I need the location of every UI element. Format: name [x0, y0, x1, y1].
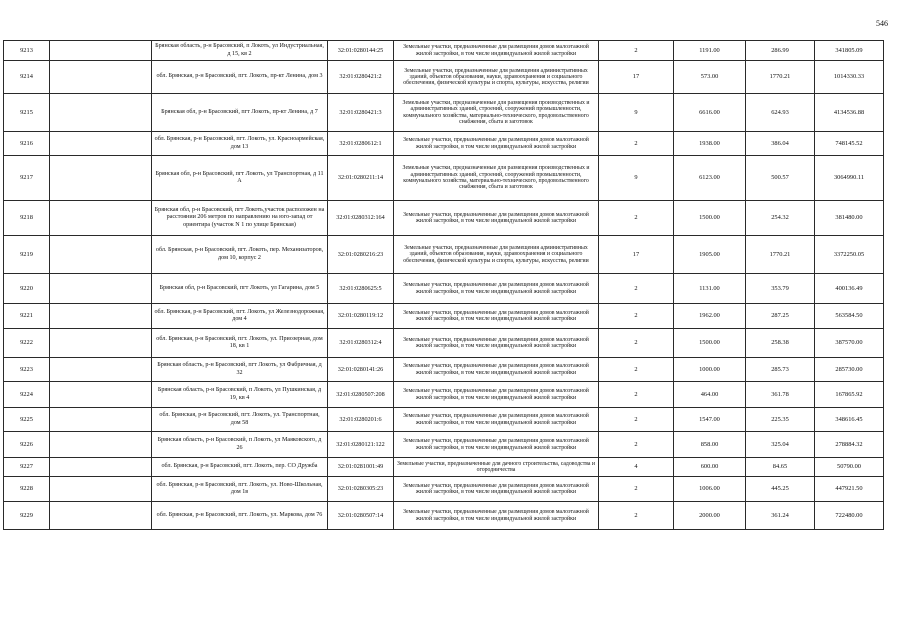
- cadastral-value-table: [3, 40, 884, 530]
- blank-cell: [50, 201, 152, 236]
- blank-cell: [50, 477, 152, 502]
- area-cell: 1006.00: [674, 477, 746, 502]
- address-cell: обл. Брянская, р-н Брасовский, пгт. Локоть, пер. Механизаторов, дом 10, корпус 2: [152, 236, 328, 274]
- unit-value-cell: 254.32: [746, 201, 815, 236]
- table-row: [4, 477, 884, 502]
- use-code-cell: 2: [599, 432, 674, 458]
- use-code-cell: 2: [599, 132, 674, 156]
- cadastral-value-cell: 381480.00: [815, 201, 884, 236]
- row-number: 9226: [4, 432, 50, 458]
- blank-cell: [50, 432, 152, 458]
- unit-value-cell: 386.04: [746, 132, 815, 156]
- cadastral-value-cell: 348616.45: [815, 408, 884, 432]
- use-code-cell: 2: [599, 274, 674, 304]
- area-cell: 1962.00: [674, 304, 746, 329]
- row-number: 9229: [4, 502, 50, 530]
- cadastral-value-cell: 563584.50: [815, 304, 884, 329]
- address-cell: Брянская обл, р-н Брасовский, пгт Локоть, ул Гагарина, дом 5: [152, 274, 328, 304]
- blank-cell: [50, 94, 152, 132]
- table-row: [4, 458, 884, 477]
- cadastral-value-cell: 3372250.05: [815, 236, 884, 274]
- row-number: 9222: [4, 329, 50, 358]
- table-row: [4, 132, 884, 156]
- table-row: [4, 408, 884, 432]
- row-number: 9221: [4, 304, 50, 329]
- page-number: 546: [876, 19, 888, 28]
- blank-cell: [50, 156, 152, 201]
- area-cell: 464.00: [674, 382, 746, 408]
- table-row: [4, 274, 884, 304]
- cadastral-value-cell: 447921.50: [815, 477, 884, 502]
- cadastral-number-cell: 32:01:0280121:122: [328, 432, 394, 458]
- blank-cell: [50, 329, 152, 358]
- use-code-cell: 2: [599, 329, 674, 358]
- unit-value-cell: 1770.21: [746, 236, 815, 274]
- area-cell: 6123.00: [674, 156, 746, 201]
- unit-value-cell: 353.79: [746, 274, 815, 304]
- address-cell: Брянская область, р-н Брасовский, п Локоть, ул Индустриальная, д 15, кв 2: [152, 41, 328, 61]
- land-use-cell: Земельные участки, предназначенные для размещения домов малоэтажной жилой застройки, в том числе индивидуальной жилой застройки: [394, 329, 599, 358]
- cadastral-number-cell: 32:01:0280144:25: [328, 41, 394, 61]
- address-cell: обл. Брянская, р-н Брасовский, пгт. Локоть, ул. Транспортная, дом 58: [152, 408, 328, 432]
- land-use-cell: Земельные участки, предназначенные для дачного строительства, садоводства и огородничества: [394, 458, 599, 477]
- unit-value-cell: 361.78: [746, 382, 815, 408]
- blank-cell: [50, 304, 152, 329]
- unit-value-cell: 84.65: [746, 458, 815, 477]
- area-cell: 1547.00: [674, 408, 746, 432]
- cadastral-number-cell: 32:01:0280312:4: [328, 329, 394, 358]
- cadastral-number-cell: 32:01:0280507:14: [328, 502, 394, 530]
- row-number: 9216: [4, 132, 50, 156]
- use-code-cell: 4: [599, 458, 674, 477]
- land-use-cell: Земельные участки, предназначенные для размещения домов малоэтажной жилой застройки, в том числе индивидуальной жилой застройки: [394, 41, 599, 61]
- cadastral-value-cell: 167865.92: [815, 382, 884, 408]
- use-code-cell: 2: [599, 382, 674, 408]
- table-row: [4, 94, 884, 132]
- land-use-cell: Земельные участки, предназначенные для размещения административных зданий, объектов образования, науки, здравоохранения и социального обеспечения, физической культуры и спорта, культуры, искусства, религии: [394, 236, 599, 274]
- row-number: 9227: [4, 458, 50, 477]
- address-cell: Брянская обл, р-н Брасовский, пгт Локоть, пр-кт Ленина, д 7: [152, 94, 328, 132]
- area-cell: 1500.00: [674, 201, 746, 236]
- cadastral-value-cell: 278884.32: [815, 432, 884, 458]
- land-use-cell: Земельные участки, предназначенные для размещения домов малоэтажной жилой застройки, в том числе индивидуальной жилой застройки: [394, 502, 599, 530]
- row-number: 9223: [4, 358, 50, 382]
- use-code-cell: 2: [599, 41, 674, 61]
- use-code-cell: 2: [599, 304, 674, 329]
- land-use-cell: Земельные участки, предназначенные для размещения производственных и административных зданий, строений, сооружений промышленности, коммунального хозяйства, материально-технического, продовольственного снабжения, сбыта и заготовок: [394, 94, 599, 132]
- table-row: [4, 304, 884, 329]
- row-number: 9220: [4, 274, 50, 304]
- row-number: 9224: [4, 382, 50, 408]
- area-cell: 1905.00: [674, 236, 746, 274]
- use-code-cell: 9: [599, 94, 674, 132]
- cadastral-value-cell: 400136.49: [815, 274, 884, 304]
- blank-cell: [50, 358, 152, 382]
- table-row: [4, 358, 884, 382]
- use-code-cell: 2: [599, 408, 674, 432]
- cadastral-value-cell: 50790.00: [815, 458, 884, 477]
- blank-cell: [50, 408, 152, 432]
- table-row: [4, 432, 884, 458]
- table-row: [4, 41, 884, 61]
- cadastral-number-cell: 32:01:0280312:164: [328, 201, 394, 236]
- land-use-cell: Земельные участки, предназначенные для размещения домов малоэтажной жилой застройки, в том числе индивидуальной жилой застройки: [394, 132, 599, 156]
- table-row: [4, 236, 884, 274]
- address-cell: обл. Брянская, р-н Брасовский, пгт. Локоть, ул. Приозерная, дом 18, кв 1: [152, 329, 328, 358]
- blank-cell: [50, 41, 152, 61]
- land-use-cell: Земельные участки, предназначенные для размещения домов малоэтажной жилой застройки, в том числе индивидуальной жилой застройки: [394, 382, 599, 408]
- unit-value-cell: 361.24: [746, 502, 815, 530]
- area-cell: 1500.00: [674, 329, 746, 358]
- cadastral-number-cell: 32:01:0280201:6: [328, 408, 394, 432]
- land-use-cell: Земельные участки, предназначенные для размещения домов малоэтажной жилой застройки, в том числе индивидуальной жилой застройки: [394, 201, 599, 236]
- cadastral-number-cell: 32:01:0280216:23: [328, 236, 394, 274]
- table-row: [4, 382, 884, 408]
- unit-value-cell: 624.93: [746, 94, 815, 132]
- unit-value-cell: 1770.21: [746, 61, 815, 94]
- cadastral-number-cell: 32:01:0280612:1: [328, 132, 394, 156]
- cadastral-value-cell: 3064990.11: [815, 156, 884, 201]
- row-number: 9215: [4, 94, 50, 132]
- blank-cell: [50, 382, 152, 408]
- land-use-cell: Земельные участки, предназначенные для размещения домов малоэтажной жилой застройки, в том числе индивидуальной жилой застройки: [394, 358, 599, 382]
- cadastral-number-cell: 32:01:0281001:49: [328, 458, 394, 477]
- unit-value-cell: 500.57: [746, 156, 815, 201]
- address-cell: обл. Брянская, р-н Брасовский, пгт. Локоть, ул. Красноармейская, дом 13: [152, 132, 328, 156]
- area-cell: 6616.00: [674, 94, 746, 132]
- address-cell: Брянская область, р-н Брасовский, пгт Локоть, ул Фабричная, д 32: [152, 358, 328, 382]
- address-cell: Брянская область, р-н Брасовский, п Локоть, ул Маяковского, д 26: [152, 432, 328, 458]
- unit-value-cell: 445.25: [746, 477, 815, 502]
- address-cell: обл. Брянская, р-н Брасовский, пгт. Локоть, ул. Ново-Школьная, дом 1в: [152, 477, 328, 502]
- unit-value-cell: 285.73: [746, 358, 815, 382]
- blank-cell: [50, 236, 152, 274]
- land-use-cell: Земельные участки, предназначенные для размещения домов малоэтажной жилой застройки, в том числе индивидуальной жилой застройки: [394, 408, 599, 432]
- cadastral-value-cell: 748145.52: [815, 132, 884, 156]
- area-cell: 573.00: [674, 61, 746, 94]
- unit-value-cell: 287.25: [746, 304, 815, 329]
- row-number: 9217: [4, 156, 50, 201]
- area-cell: 1938.00: [674, 132, 746, 156]
- cadastral-value-cell: 1014330.33: [815, 61, 884, 94]
- row-number: 9213: [4, 41, 50, 61]
- table-row: [4, 329, 884, 358]
- cadastral-value-cell: 285730.00: [815, 358, 884, 382]
- land-use-cell: Земельные участки, предназначенные для размещения домов малоэтажной жилой застройки, в том числе индивидуальной жилой застройки: [394, 304, 599, 329]
- row-number: 9225: [4, 408, 50, 432]
- cadastral-value-cell: 722480.00: [815, 502, 884, 530]
- table-row: [4, 156, 884, 201]
- address-cell: Брянская обл, р-н Брасовский, пгт Локоть,участок расположен на расстоянии 206 метров по направлению на юго-запад от ориентира (участок N 1 по улице Брянская): [152, 201, 328, 236]
- use-code-cell: 9: [599, 156, 674, 201]
- blank-cell: [50, 61, 152, 94]
- area-cell: 1000.00: [674, 358, 746, 382]
- use-code-cell: 2: [599, 201, 674, 236]
- area-cell: 2000.00: [674, 502, 746, 530]
- use-code-cell: 2: [599, 502, 674, 530]
- area-cell: 1191.00: [674, 41, 746, 61]
- cadastral-value-cell: 341805.09: [815, 41, 884, 61]
- area-cell: 858.00: [674, 432, 746, 458]
- address-cell: обл. Брянская, р-н Брасовский, пгт. Локоть, пр-кт Ленина, дом 3: [152, 61, 328, 94]
- area-cell: 1131.00: [674, 274, 746, 304]
- row-number: 9219: [4, 236, 50, 274]
- cadastral-number-cell: 32:01:0280119:12: [328, 304, 394, 329]
- cadastral-value-cell: 4134536.88: [815, 94, 884, 132]
- address-cell: обл. Брянская, р-н Брасовский, пгт. Локоть, ул Железнодорожная, дом 4: [152, 304, 328, 329]
- unit-value-cell: 286.99: [746, 41, 815, 61]
- address-cell: Брянская область, р-н Брасовский, п Локоть, ул Пушкинская, д 19, кв 4: [152, 382, 328, 408]
- row-number: 9218: [4, 201, 50, 236]
- blank-cell: [50, 274, 152, 304]
- use-code-cell: 17: [599, 61, 674, 94]
- use-code-cell: 2: [599, 358, 674, 382]
- row-number: 9214: [4, 61, 50, 94]
- table-row: [4, 61, 884, 94]
- address-cell: Брянская обл, р-н Брасовский, пгт Локоть, ул Транспортная, д 11 А: [152, 156, 328, 201]
- table-body: [4, 41, 884, 530]
- cadastral-number-cell: 32:01:0280421:2: [328, 61, 394, 94]
- land-use-cell: Земельные участки, предназначенные для размещения домов малоэтажной жилой застройки, в том числе индивидуальной жилой застройки: [394, 274, 599, 304]
- cadastral-number-cell: 32:01:0280625:5: [328, 274, 394, 304]
- table-row: [4, 502, 884, 530]
- address-cell: обл. Брянская, р-н Брасовский, пгт. Локоть, ул. Маркова, дом 76: [152, 502, 328, 530]
- unit-value-cell: 225.35: [746, 408, 815, 432]
- blank-cell: [50, 502, 152, 530]
- unit-value-cell: 258.38: [746, 329, 815, 358]
- cadastral-number-cell: 32:01:0280211:14: [328, 156, 394, 201]
- row-number: 9228: [4, 477, 50, 502]
- cadastral-number-cell: 32:01:0280141:26: [328, 358, 394, 382]
- land-use-cell: Земельные участки, предназначенные для размещения домов малоэтажной жилой застройки, в том числе индивидуальной жилой застройки: [394, 477, 599, 502]
- cadastral-number-cell: 32:01:0280305:23: [328, 477, 394, 502]
- use-code-cell: 17: [599, 236, 674, 274]
- table-row: [4, 201, 884, 236]
- cadastral-number-cell: 32:01:0280421:3: [328, 94, 394, 132]
- unit-value-cell: 325.04: [746, 432, 815, 458]
- land-use-cell: Земельные участки, предназначенные для размещения домов малоэтажной жилой застройки, в том числе индивидуальной жилой застройки: [394, 432, 599, 458]
- cadastral-number-cell: 32:01:0280507:208: [328, 382, 394, 408]
- blank-cell: [50, 458, 152, 477]
- land-use-cell: Земельные участки, предназначенные для размещения производственных и административных зданий, строений, сооружений промышленности, коммунального хозяйства, материально-технического, продовольственного снабжения, сбыта и заготовок: [394, 156, 599, 201]
- area-cell: 600.00: [674, 458, 746, 477]
- blank-cell: [50, 132, 152, 156]
- address-cell: обл. Брянская, р-н Брасовский, пгт. Локоть, пер. СО Дружба: [152, 458, 328, 477]
- use-code-cell: 2: [599, 477, 674, 502]
- cadastral-value-cell: 387570.00: [815, 329, 884, 358]
- land-use-cell: Земельные участки, предназначенные для размещения административных зданий, объектов образования, науки, здравоохранения и социального обеспечения, физической культуры и спорта, культуры, искусства, религии: [394, 61, 599, 94]
